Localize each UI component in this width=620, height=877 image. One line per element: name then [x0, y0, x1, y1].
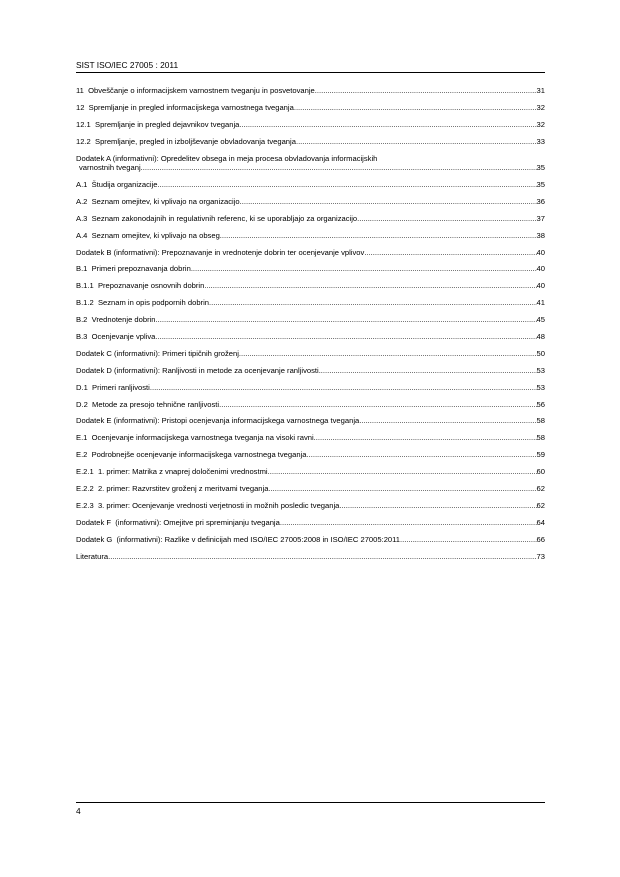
toc-entry-page: 66: [536, 534, 545, 544]
toc-entry-d1[interactable]: [76, 383, 545, 393]
toc-entry-title: A.4 Seznam omejitev, ki vplivajo na obseg: [76, 230, 220, 240]
dot-leader: [239, 349, 537, 359]
toc-entry-page: 33: [536, 136, 545, 146]
toc-entry-page: 59: [536, 450, 545, 460]
toc-entry-title: Dodatek E (informativni): Pristopi ocenjevanja informacijskega varnostnega tveganja: [76, 416, 360, 426]
toc-entry-a2[interactable]: [76, 197, 545, 207]
dot-leader: [240, 197, 537, 207]
toc-entry-title: Dodatek B (informativni): Prepoznavanje in vrednotenje dobrin ter ocenjevanje vplivov: [76, 247, 365, 257]
toc-entry-title: Literatura: [76, 551, 109, 561]
header-rule: [76, 72, 545, 73]
toc-entry-d2[interactable]: [76, 400, 545, 410]
toc-entry-title-line2: varnostnih tveganj: [79, 163, 141, 173]
toc-entry-bibliography[interactable]: [76, 552, 545, 562]
toc-entry-annex-g[interactable]: [76, 535, 545, 545]
dot-leader: [315, 86, 537, 96]
dot-leader: [314, 433, 537, 443]
toc-entry-title: 12.2 Spremljanje, pregled in izboljševanje obvladovanja tveganja: [76, 136, 296, 146]
dot-leader: [239, 120, 536, 130]
toc-entry-title: B.1.1 Prepoznavanje osnovnih dobrin: [76, 281, 205, 291]
dot-leader: [108, 552, 536, 562]
toc-entry-page: 56: [536, 399, 545, 409]
dot-leader: [150, 383, 537, 393]
dot-leader: [268, 484, 536, 494]
toc-entry-annex-e[interactable]: [76, 416, 545, 426]
dot-leader: [219, 400, 536, 410]
dot-leader: [220, 231, 537, 241]
toc-entry-e1[interactable]: [76, 433, 545, 443]
toc-entry-page: 35: [536, 179, 545, 189]
toc-entry-page: 53: [536, 382, 545, 392]
toc-entry-page: 32: [536, 119, 545, 129]
toc-entry-page: 32: [536, 102, 545, 112]
dot-leader: [141, 163, 537, 173]
dot-leader: [296, 137, 537, 147]
toc-entry-a4[interactable]: [76, 231, 545, 241]
running-header: SIST ISO/IEC 27005 : 2011: [76, 60, 179, 70]
toc-entry-title-line1: Dodatek A (informativni): Opredelitev obsega in meja procesa obvladovanja informacijskih: [76, 153, 378, 163]
toc-entry-title: A.3 Seznam zakonodajnih in regulativnih referenc, ki se uporabljajo za organizacijo: [76, 213, 358, 223]
toc-entry-page: 37: [536, 213, 545, 223]
toc-entry-page: 31: [536, 86, 545, 95]
toc-entry-title: B.3 Ocenjevanje vpliva: [76, 331, 156, 341]
toc-entry-page: 35: [536, 163, 545, 173]
toc-entry-title: Dodatek G (informativni): Razlike v definicijah med ISO/IEC 27005:2008 in ISO/IEC 27005:2011: [76, 534, 401, 544]
toc-entry-page: 62: [536, 483, 545, 493]
toc-entry-page: 41: [536, 298, 545, 308]
dot-leader: [339, 501, 536, 511]
dot-leader: [307, 450, 537, 460]
toc-entry-annex-c[interactable]: [76, 349, 545, 359]
toc-entry-b2[interactable]: [76, 315, 545, 325]
toc-entry-title: A.1 Študija organizacije: [76, 179, 158, 189]
toc-entry-b1-1[interactable]: [76, 281, 545, 291]
toc-entry-12[interactable]: [76, 103, 545, 113]
toc-entry-page: 40: [536, 247, 545, 257]
toc-entry-page: 45: [536, 315, 545, 325]
toc-entry-title: Dodatek C (informativni): Primeri tipičnih groženj: [76, 348, 239, 358]
toc-entry-12-2[interactable]: [76, 137, 545, 147]
toc-entry-title: B.1.2 Seznam in opis podpornih dobrin: [76, 298, 209, 308]
dot-leader: [191, 264, 537, 274]
toc-entry-title: Dodatek D (informativni): Ranljivosti in metode za ocenjevanje ranljivosti: [76, 365, 319, 375]
dot-leader: [204, 281, 536, 291]
toc-entry-b1[interactable]: [76, 264, 545, 274]
toc-entry-e2-1[interactable]: [76, 467, 545, 477]
toc-entry-title: E.2 Podrobnejše ocenjevanje informacijskega varnostnega tveganja: [76, 450, 307, 460]
toc-entry-page: 73: [536, 551, 545, 561]
toc-entry-page: 38: [536, 230, 545, 240]
dot-leader: [294, 103, 537, 113]
toc-entry-title: E.2.1 1. primer: Matrika z vnaprej določenimi vrednostmi: [76, 467, 268, 477]
toc-entry-page: 60: [536, 467, 545, 477]
toc-entry-e2[interactable]: [76, 450, 545, 460]
toc-entry-page: 36: [536, 196, 545, 206]
dot-leader: [364, 248, 536, 258]
dot-leader: [280, 518, 537, 528]
page-number: 4: [76, 806, 81, 816]
toc-entry-11[interactable]: [76, 86, 545, 96]
dot-leader: [357, 214, 536, 224]
toc-entry-page: 50: [536, 348, 545, 358]
toc-entry-page: 40: [536, 281, 545, 291]
toc-entry-annex-b[interactable]: [76, 248, 545, 258]
dot-leader: [155, 332, 536, 342]
dot-leader: [400, 535, 537, 545]
toc-entry-title: E.2.2 2. primer: Razvrstitev groženj z meritvami tveganja: [76, 483, 269, 493]
footer-rule: [76, 802, 545, 803]
toc-entry-title: D.1 Primeri ranljivosti: [76, 382, 150, 392]
toc-entry-page: 58: [536, 416, 545, 426]
toc-entry-page: 40: [536, 264, 545, 274]
toc-entry-annex-a[interactable]: [76, 154, 545, 173]
toc-entry-annex-d[interactable]: [76, 366, 545, 376]
toc-entry-page: 62: [536, 500, 545, 510]
toc-entry-page: 48: [536, 331, 545, 341]
dot-leader: [268, 467, 537, 477]
toc-entry-title: Dodatek F (informativni): Omejitve pri spreminjanju tveganja: [76, 517, 280, 527]
toc-entry-e2-3[interactable]: [76, 501, 545, 511]
toc-entry-title: B.2 Vrednotenje dobrin: [76, 315, 156, 325]
dot-leader: [209, 298, 537, 308]
toc-entry-page: 58: [536, 433, 545, 443]
toc-entry-a1[interactable]: [76, 180, 545, 190]
toc-entry-title: D.2 Metode za presojo tehnične ranljivosti: [76, 399, 220, 409]
toc-entry-title: 12.1 Spremljanje in pregled dejavnikov tveganja: [76, 119, 240, 129]
toc-entry-page: 64: [536, 517, 545, 527]
toc-entry-title: E.1 Ocenjevanje informacijskega varnostnega tveganja na visoki ravni: [76, 433, 314, 443]
dot-leader: [156, 315, 537, 325]
toc-entry-title: 12 Spremljanje in pregled informacijskega varnostnega tveganja: [76, 102, 294, 112]
toc-entry-annex-f[interactable]: [76, 518, 545, 528]
dot-leader: [319, 366, 537, 376]
table-of-contents: [76, 86, 545, 568]
dot-leader: [157, 180, 536, 190]
toc-entry-e2-2[interactable]: [76, 484, 545, 494]
toc-entry-page: 53: [536, 365, 545, 375]
dot-leader: [359, 416, 536, 426]
toc-entry-12-1[interactable]: [76, 120, 545, 130]
toc-entry-title: B.1 Primeri prepoznavanja dobrin: [76, 264, 191, 274]
toc-entry-title: 11 Obveščanje o informacijskem varnostnem tveganju in posvetovanje: [76, 86, 315, 95]
toc-entry-title: A.2 Seznam omejitev, ki vplivajo na organizacijo: [76, 196, 240, 206]
toc-entry-b3[interactable]: [76, 332, 545, 342]
toc-entry-title: E.2.3 3. primer: Ocenjevanje vrednosti verjetnosti in možnih posledic tveganja: [76, 500, 340, 510]
toc-entry-a3[interactable]: [76, 214, 545, 224]
toc-entry-b1-2[interactable]: [76, 298, 545, 308]
